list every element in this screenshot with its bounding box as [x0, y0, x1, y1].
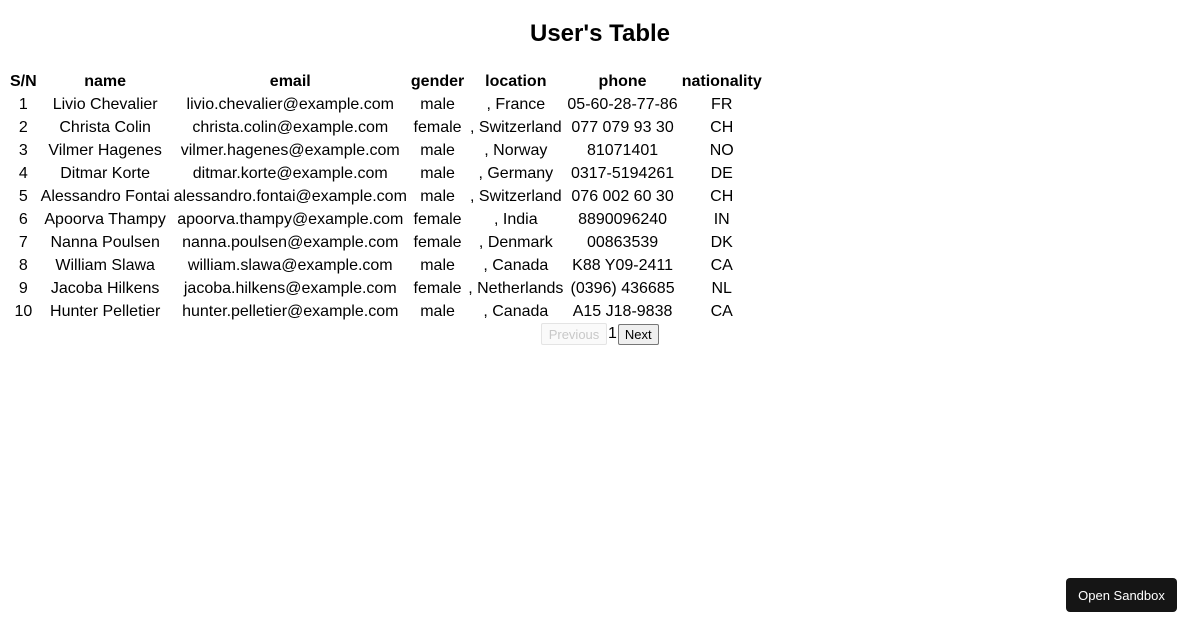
- cell-name: Nanna Poulsen: [50, 234, 160, 251]
- cell-nationality: CH: [710, 188, 734, 205]
- cell-name: Jacoba Hilkens: [50, 280, 160, 297]
- pagination: [541, 323, 659, 345]
- cell-email: livio.chevalier@example.com: [186, 96, 394, 113]
- cell-nationality: CA: [710, 257, 733, 274]
- cell-name: Apoorva Thampy: [44, 211, 166, 228]
- cell-phone: 00863539: [586, 234, 659, 251]
- cell-gender: female: [413, 211, 462, 228]
- cell-nationality: FR: [711, 96, 733, 113]
- cell-name: Ditmar Korte: [60, 165, 151, 182]
- table-body: [8, 93, 764, 323]
- cell-gender: female: [413, 234, 462, 251]
- cell-email: william.slawa@example.com: [187, 257, 393, 274]
- cell-phone: 076 002 60 30: [571, 188, 674, 205]
- cell-phone: 05-60-28-77-86: [567, 96, 678, 113]
- table-row: [8, 116, 764, 139]
- users-table-container: [8, 70, 764, 323]
- cell-gender: male: [420, 188, 455, 205]
- table-row: [8, 139, 764, 162]
- cell-email: jacoba.hilkens@example.com: [183, 280, 397, 297]
- cell-email: apoorva.thampy@example.com: [177, 211, 404, 228]
- current-page: 1: [608, 325, 617, 342]
- next-button[interactable]: Next: [618, 324, 659, 345]
- cell-location: , Norway: [484, 142, 548, 159]
- table-row: [8, 208, 764, 231]
- cell-sn: 6: [18, 211, 28, 228]
- table-header-row: [8, 70, 764, 93]
- cell-email: nanna.poulsen@example.com: [182, 234, 399, 251]
- column-header-sn: S/N: [10, 73, 37, 90]
- cell-location: , India: [494, 211, 538, 228]
- cell-sn: 2: [18, 119, 28, 136]
- column-header-name: name: [84, 73, 127, 90]
- cell-location: , Canada: [483, 303, 549, 320]
- column-header-phone: phone: [598, 73, 647, 90]
- column-header-location: location: [485, 73, 547, 90]
- cell-email: alessandro.fontai@example.com: [173, 188, 407, 205]
- cell-phone: A15 J18-9838: [572, 303, 673, 320]
- cell-sn: 1: [18, 96, 28, 113]
- table-row: [8, 277, 764, 300]
- cell-name: Alessandro Fontai: [40, 188, 170, 205]
- table-row: [8, 231, 764, 254]
- cell-email: vilmer.hagenes@example.com: [180, 142, 400, 159]
- cell-phone: (0396) 436685: [570, 280, 675, 297]
- cell-location: , Germany: [478, 165, 554, 182]
- cell-sn: 8: [18, 257, 28, 274]
- table-row: [8, 300, 764, 323]
- cell-nationality: CH: [710, 119, 734, 136]
- table-row: [8, 185, 764, 208]
- cell-nationality: DK: [710, 234, 733, 251]
- open-sandbox-button[interactable]: Open Sandbox: [1066, 578, 1177, 612]
- cell-location: , Denmark: [478, 234, 553, 251]
- cell-nationality: NL: [711, 280, 732, 297]
- cell-gender: male: [420, 142, 455, 159]
- cell-sn: 4: [18, 165, 28, 182]
- cell-gender: male: [420, 165, 455, 182]
- cell-phone: 8890096240: [578, 211, 668, 228]
- cell-email: ditmar.korte@example.com: [192, 165, 388, 182]
- column-header-email: email: [269, 73, 311, 90]
- cell-gender: male: [420, 303, 455, 320]
- cell-sn: 9: [18, 280, 28, 297]
- users-table: [8, 70, 764, 323]
- cell-sn: 3: [18, 142, 28, 159]
- cell-name: William Slawa: [55, 257, 155, 274]
- cell-location: , France: [486, 96, 546, 113]
- cell-name: Vilmer Hagenes: [48, 142, 162, 159]
- cell-name: Hunter Pelletier: [50, 303, 161, 320]
- cell-gender: female: [413, 280, 462, 297]
- cell-location: , Switzerland: [470, 188, 562, 205]
- cell-email: christa.colin@example.com: [192, 119, 389, 136]
- cell-nationality: IN: [713, 211, 730, 228]
- cell-name: Livio Chevalier: [52, 96, 158, 113]
- previous-button[interactable]: Previous: [541, 323, 607, 345]
- cell-location: , Switzerland: [470, 119, 562, 136]
- cell-location: , Canada: [483, 257, 549, 274]
- cell-location: , Netherlands: [468, 280, 564, 297]
- cell-sn: 5: [18, 188, 28, 205]
- page-title: User's Table: [530, 20, 670, 47]
- cell-nationality: DE: [710, 165, 733, 182]
- cell-phone: 0317-5194261: [570, 165, 675, 182]
- cell-gender: female: [413, 119, 462, 136]
- cell-nationality: CA: [710, 303, 733, 320]
- cell-phone: K88 Y09-2411: [572, 257, 673, 274]
- column-header-nationality: nationality: [681, 73, 762, 90]
- cell-gender: male: [420, 257, 455, 274]
- cell-phone: 81071401: [586, 142, 659, 159]
- cell-email: hunter.pelletier@example.com: [182, 303, 399, 320]
- cell-sn: 7: [18, 234, 28, 251]
- cell-nationality: NO: [709, 142, 734, 159]
- cell-gender: male: [420, 96, 455, 113]
- cell-name: Christa Colin: [59, 119, 151, 136]
- table-row: [8, 93, 764, 116]
- cell-phone: 077 079 93 30: [571, 119, 674, 136]
- table-row: [8, 162, 764, 185]
- column-header-gender: gender: [410, 73, 465, 90]
- table-row: [8, 254, 764, 277]
- cell-sn: 10: [14, 303, 33, 320]
